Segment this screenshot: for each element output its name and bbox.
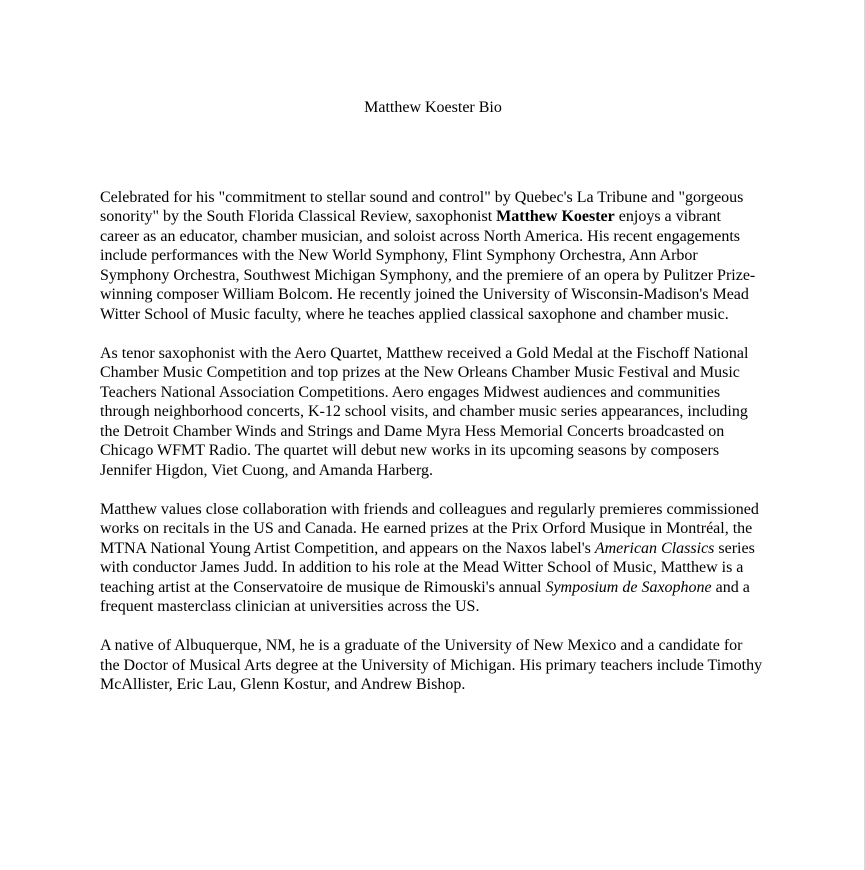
paragraph-collaboration	[100, 500, 764, 617]
paragraph-intro	[100, 188, 764, 325]
text-run: Celebrated for his "commitment to stellar sound and control" by Quebec's La Tribune and "gorgeous sonority" by the South Florida Classical Review, saxophonist	[100, 188, 744, 225]
text-run: series with conductor James Judd. In addition to his role at the Mead Witter School of Music, Matthew is a teaching artist at the Conservatoire de musique de Rimouski's annual	[100, 539, 755, 596]
paragraph-aero-quartet	[100, 344, 764, 481]
series-title: American Classics	[594, 539, 715, 557]
text-run: enjoys a vibrant career as an educator, chamber musician, and soloist across North America. His recent engagements include performances with the New World Symphony, Flint Symphony Orchestra, Ann Arbor Symphony Orchestra, Southwest Michigan Symphony, and the premiere of an opera by Pulitzer Prize-winning composer William Bolcom. He recently joined the University of Wisconsin-Madison's Mead Witter School of Music faculty, where he teaches applied classical saxophone and chamber music.	[100, 208, 756, 323]
text-run: A native of Albuquerque, NM, he is a graduate of the University of New Mexico and a candidate for the Doctor of Musical Arts degree at the University of Michigan. His primary teachers include Timothy McAllister, Eric Lau, Glenn Kostur, and Andrew Bishop.	[100, 637, 763, 693]
text-run: and a frequent masterclass clinician at universities across the US.	[100, 578, 750, 615]
document-title: Matthew Koester Bio	[364, 99, 502, 116]
text-run: Matthew values close collaboration with friends and colleagues and regularly premieres commissioned works on recitals in the US and Canada. He earned prizes at the Prix Orford Musique in Montréal, the MTNA National Young Artist Competition, and appears on the Naxos label's	[100, 500, 759, 557]
text-run: As tenor saxophonist with the Aero Quartet, Matthew received a Gold Medal at the Fischoff National Chamber Music Competition and top prizes at the New Orleans Chamber Music Festival and Music Teachers National Association Competitions. Aero engages Midwest audiences and communities through neighborhood concerts, K-12 school visits, and chamber music series appearances, including the Detroit Chamber Winds and Strings and Dame Myra Hess Memorial Concerts broadcasted on Chicago WFMT Radio. The quartet will debut new works in its upcoming seasons by composers Jennifer Higdon, Viet Cuong, and Amanda Harberg.	[100, 344, 749, 479]
artist-name: Matthew Koester	[496, 208, 615, 225]
symposium-title: Symposium de Saxophone	[545, 578, 712, 596]
document-body	[100, 98, 764, 714]
paragraph-education	[100, 636, 764, 695]
